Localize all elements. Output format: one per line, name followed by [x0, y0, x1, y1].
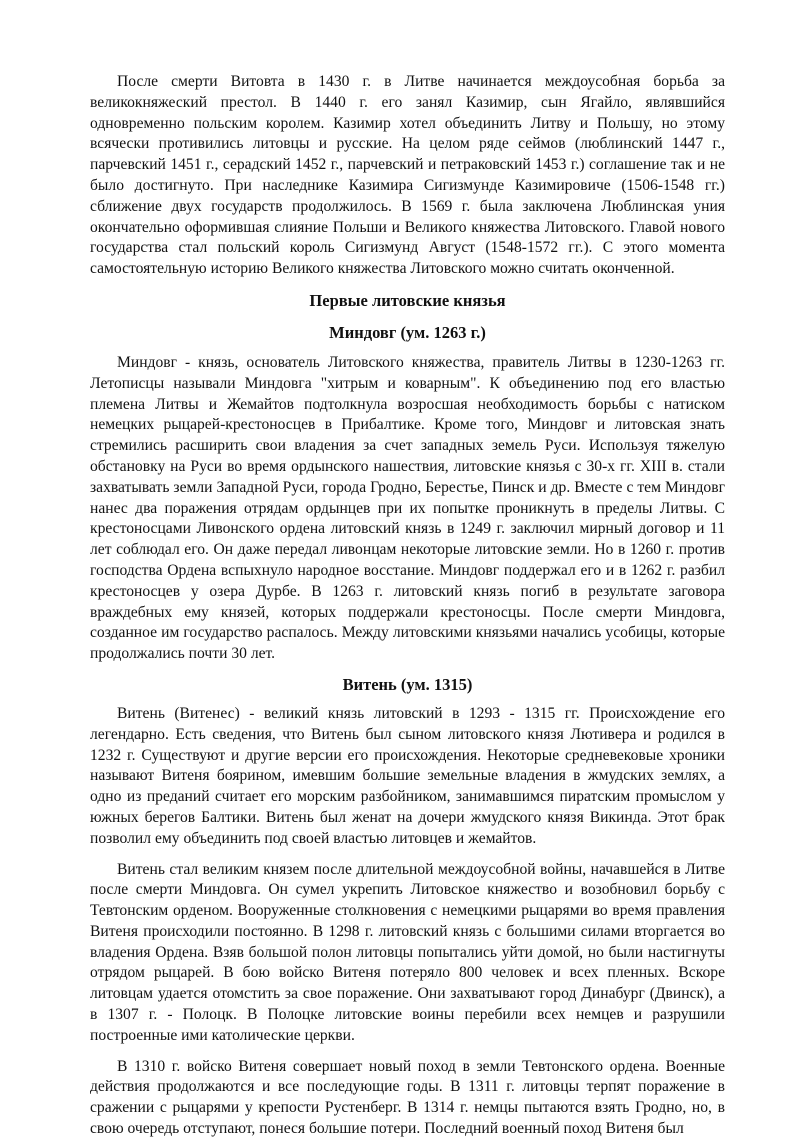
mindovg-heading: Миндовг (ум. 1263 г.)	[329, 322, 486, 342]
mindovg-paragraph: Миндовг - князь, основатель Литовского княжества, правитель Литвы в 1230-1263 гг. Летописцы называли Миндовга "хитрым и коварным". К объединению под его властью племена Литвы и Жемайтов подтолкнула возросшая необходимость борьбы с натиском немецких рыцарей-крестоносцев в Прибалтике. Кроме того, Миндовг и литовская знать стремились расширить свои владения за счет западных земель Руси. Используя тяжелую обстановку на Руси во время ордынского нашествия, литовские князья с 30-х гг. XIII в. стали захватывать земли Западной Руси, города Гродно, Берестье, Пинск и др. Вместе с тем Миндовг нанес два поражения отрядам ордынцев при их попытке проникнуть в пределы Литвы. С крестоносцами Ливонского ордена литовский князь в 1249 г. заключил мирный договор и 11 лет соблюдал его. Он даже передал ливонцам некоторые литовские земли. Но в 1260 г. против господства Ордена вспыхнуло народное восстание. Миндовг поддержал его и в 1262 г. разбил крестоносцев у озера Дурбе. В 1263 г. литовский князь погиб в результате заговора враждебных ему князей, которых поддержали крестоносцы. После смерти Миндовга, созданное им государство распалось. Между литовскими князьями начались усобицы, которые продолжались почти 30 лет.	[90, 353, 725, 663]
section-title: Первые литовские князья	[309, 290, 506, 310]
viten-paragraph-3: В 1310 г. войско Витеня совершает новый поход в земли Тевтонского ордена. Военные действия продолжаются и все последующие годы. В 1311 г. литовцы терпят поражение в сражении с рыцарями у крепости Рустенберг. В 1314 г. немцы пытаются взять Гродно, но, в свою очередь отступают, понеся большие потери. Последний военный поход Витеня был	[90, 1057, 725, 1138]
viten-paragraph-1: Витень (Витенес) - великий князь литовский в 1293 - 1315 гг. Происхождение его легендарно. Есть сведения, что Витень был сыном литовского князя Лютивера и родился в 1232 г. Существуют и другие версии его происхождения. Некоторые средневековые хроники называют Витеня боярином, имевшим большие земельные владения в жмудских землях, а одно из преданий считает его морским разбойником, занимавшимся пиратским промыслом у южных берегов Балтики. Витень был женат на дочери жмудского князя Викинда. Этот брак позволил ему объединить под своей властью литовцев и жемайтов.	[90, 704, 725, 847]
viten-paragraph-2: Витень стал великим князем после длительной междоусобной войны, начавшейся в Литве после смерти Миндовга. Он сумел укрепить Литовское княжество и возобновил борьбу с Тевтонским орденом. Вооруженные столкновения с немецкими рыцарями во время правления Витеня происходили постоянно. В 1298 г. литовский князь с большими силами вторгается во владения Ордена. Взяв большой полон литовцы попытались уйти домой, но были настигнуты отрядом рыцарей. В бою войско Витеня потеряло 800 человек и всех пленных. Вскоре литовцам удается отомстить за свое поражение. Они захватывают город Динабург (Двинск), а в 1307 г. - Полоцк. В Полоцке литовские воины перебили всех немцев и разрушили построенные ими католические церкви.	[90, 860, 725, 1044]
viten-heading: Витень (ум. 1315)	[342, 674, 473, 694]
intro-paragraph: После смерти Витовта в 1430 г. в Литве начинается междоусобная борьба за великокняжеский престол. В 1440 г. его занял Казимир, сын Ягайло, являвшийся одновременно польским королем. Казимир хотел объединить Литву и Польшу, но этому всячески противились литовцы и русские. На целом ряде сеймов (люблинский 1447 г., парчевский 1451 г., серадский 1452 г., парчевский и петраковский 1453 г.) соглашение так и не было достигнуто. При наследнике Казимира Сигизмунде Казимировиче (1506-1548 гг.) сближение двух государств продолжилось. В 1569 г. была заключена Люблинская уния окончательно оформившая слияние Польши и Великого княжества Литовского. Главой нового государства стал польский король Сигизмунд Август (1548-1572 гг.). С этого момента самостоятельную историю Великого княжества Литовского можно считать оконченной.	[90, 73, 725, 278]
document-page	[90, 72, 725, 1140]
